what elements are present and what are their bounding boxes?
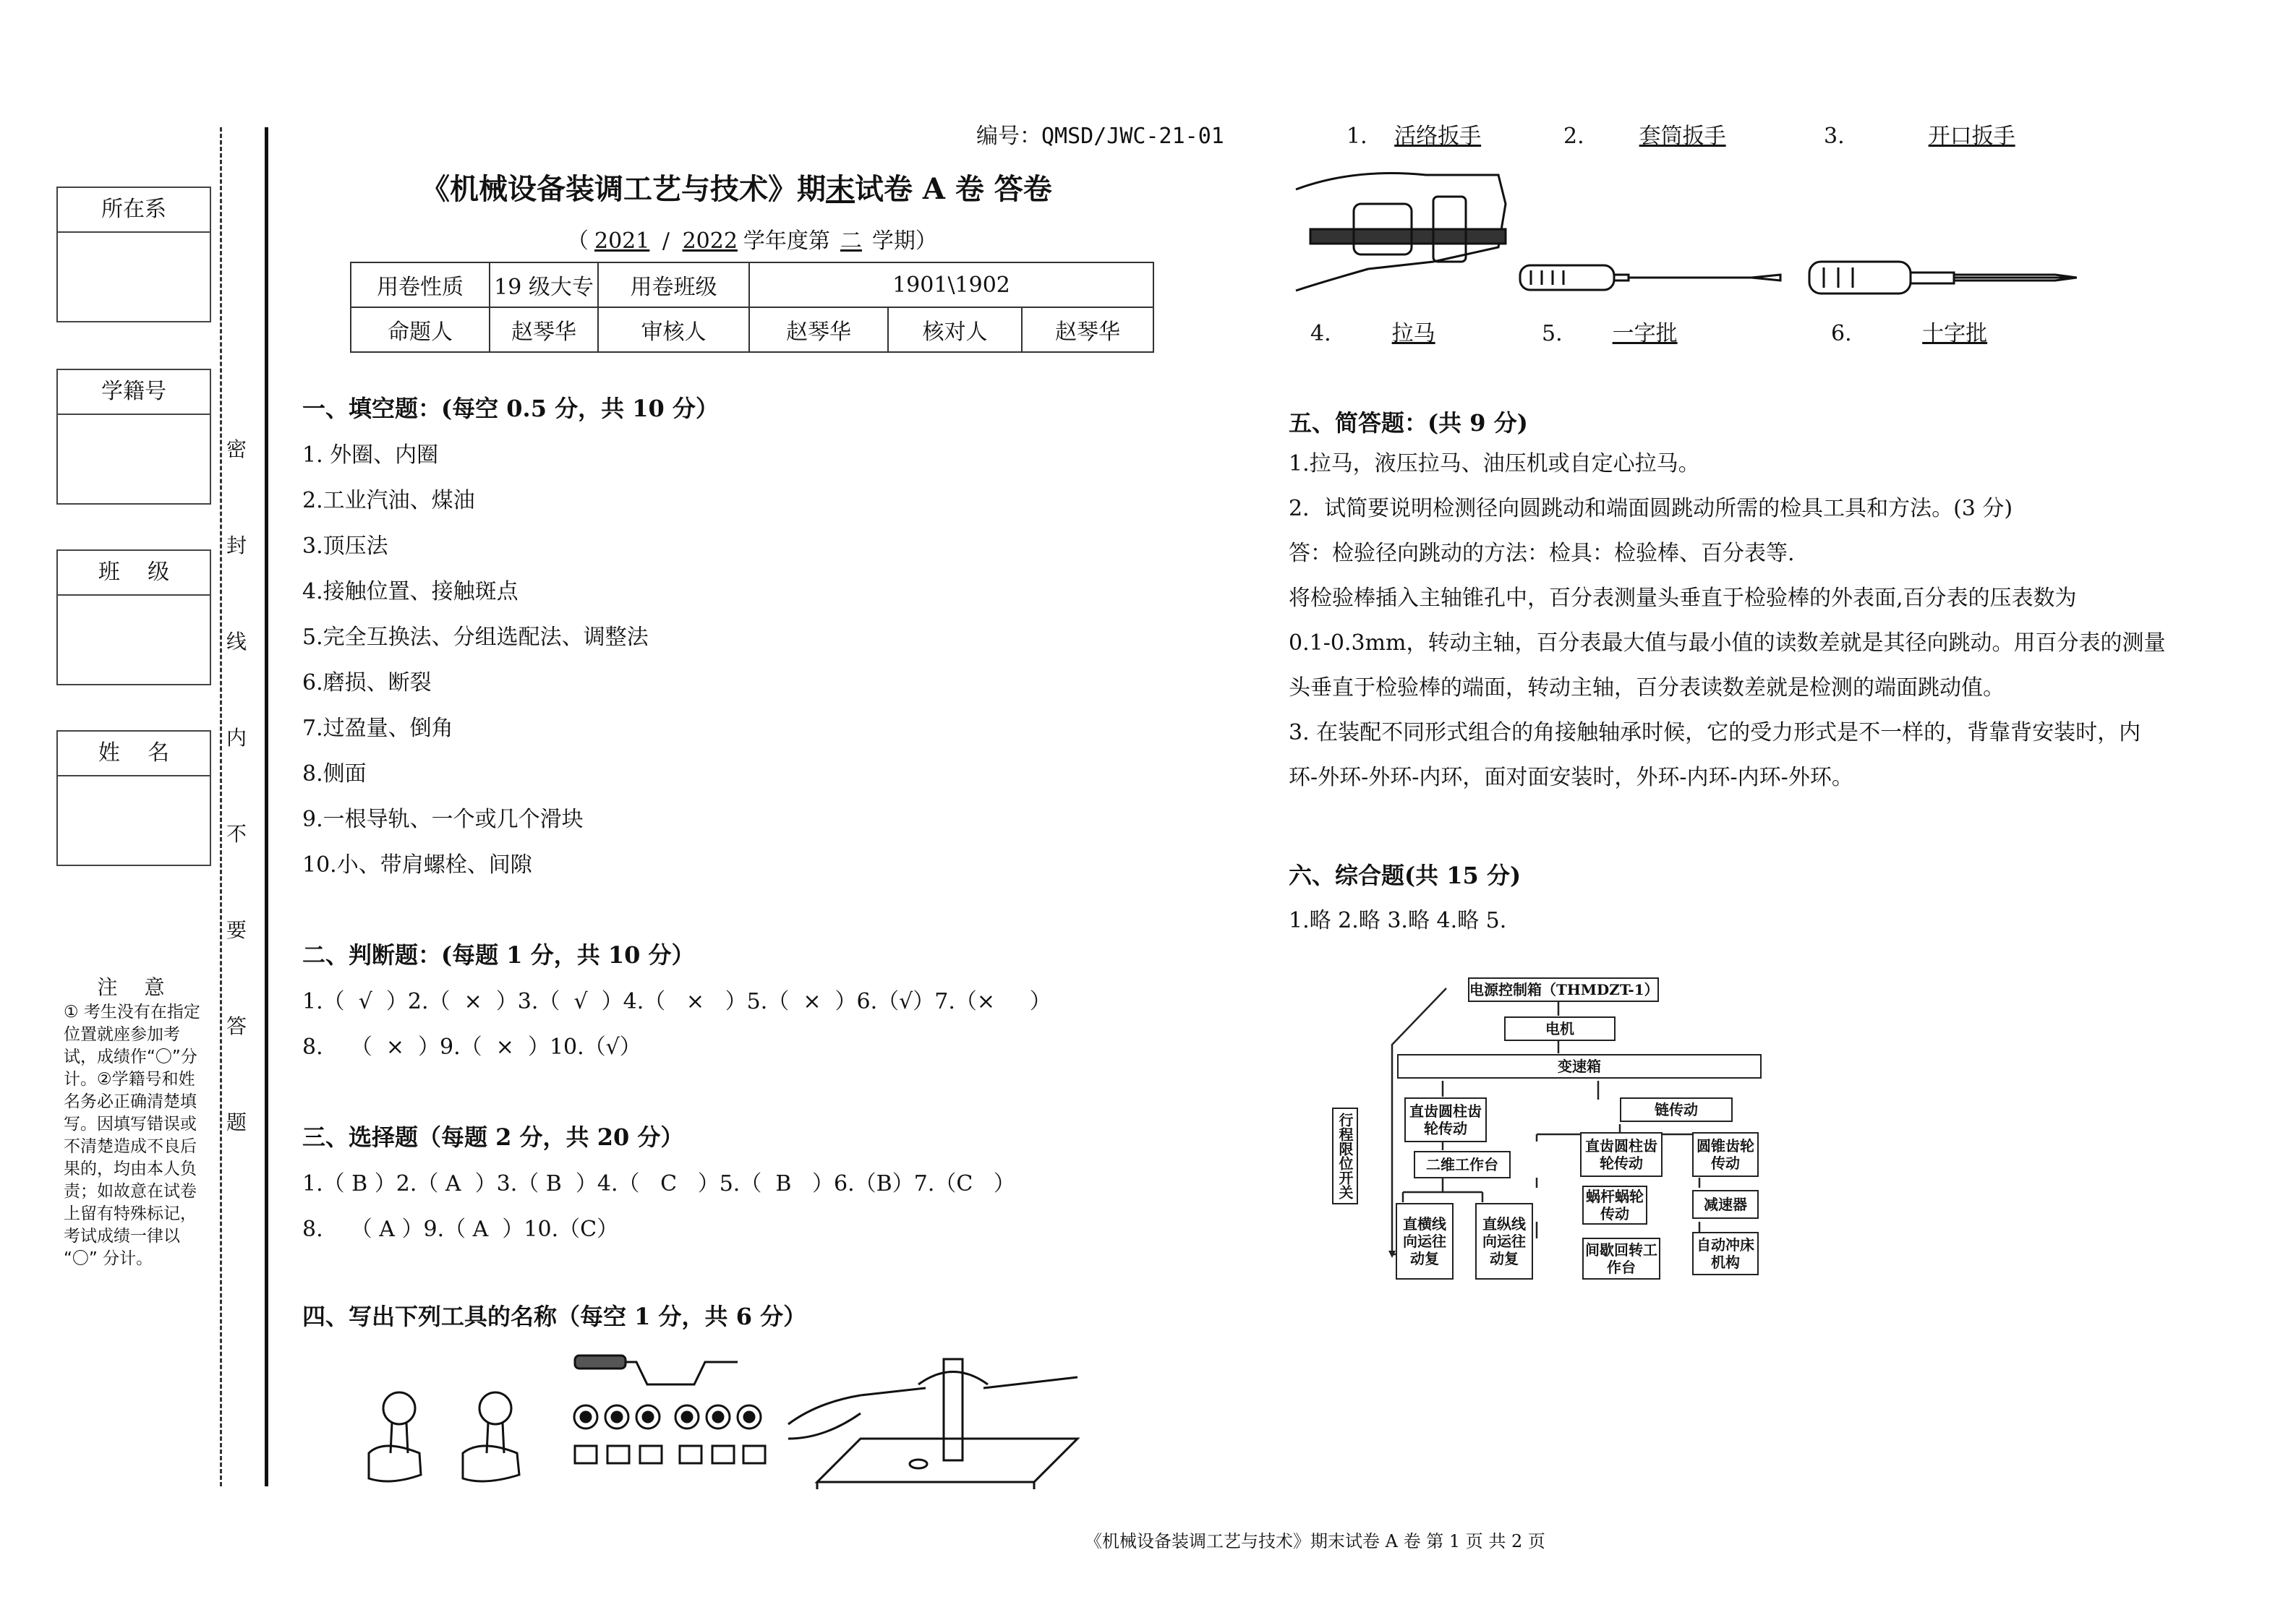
info-cell: 用卷班级 bbox=[598, 262, 749, 307]
fill-answer: 6.磨损、断裂 bbox=[302, 670, 432, 695]
tool-answer-5 bbox=[1542, 315, 1728, 347]
seal-char: 不 bbox=[226, 822, 247, 846]
short-answer-line: 3. 在装配不同形式组合的角接触轴承时候，它的受力形式是不一样的，背靠背安装时，内 bbox=[1289, 720, 2141, 745]
seal-char: 密 bbox=[226, 437, 247, 461]
fc-reducer: 减速器 bbox=[1692, 1190, 1759, 1219]
tool-answer-3 bbox=[1824, 118, 2099, 150]
student-id-box bbox=[56, 369, 211, 505]
title-term: 末 bbox=[826, 172, 855, 206]
seal-char: 封 bbox=[226, 534, 247, 557]
tool-num: 5. bbox=[1542, 321, 1563, 346]
page-footer: 《机械设备装调工艺与技术》期末试卷 A 卷 第 1 页 共 2 页 bbox=[1085, 1531, 1545, 1551]
seal-char: 答 bbox=[226, 1014, 247, 1038]
fill-answer: 4.接触位置、接触斑点 bbox=[302, 579, 518, 604]
dept-label: 所在系 bbox=[58, 188, 210, 233]
info-cell: 用卷性质 bbox=[351, 262, 490, 307]
fc-longitudinal-motion: 直纵线向运往动复 bbox=[1475, 1203, 1533, 1280]
short-answer-line: 将检验棒插入主轴锥孔中，百分表测量头垂直于检验棒的外表面,百分表的压表数为 bbox=[1289, 586, 2077, 611]
info-cell: 核对人 bbox=[888, 307, 1022, 352]
student-id-field[interactable] bbox=[58, 415, 210, 503]
tool-answer-2 bbox=[1563, 118, 1781, 150]
seal-solid-line bbox=[265, 127, 268, 1486]
info-cell: 19 级大专 bbox=[490, 262, 598, 307]
judge-answers-1: 1.（ √ ）2.（ × ）3.（ √ ）4.（ × ）5.（ × ）6.（√）7.（× ） bbox=[302, 989, 1051, 1014]
tool-num: 2. bbox=[1563, 124, 1584, 149]
short-answer-line: 答：检验径向跳动的方法：检具：检验棒、百分表等. bbox=[1289, 541, 1795, 566]
seal-char: 线 bbox=[226, 630, 247, 654]
section2-title: 二、判断题：(每题 1 分，共 10 分） bbox=[302, 941, 695, 969]
fill-answer: 5.完全互换法、分组选配法、调整法 bbox=[302, 625, 649, 650]
fill-answer: 3.顶压法 bbox=[302, 534, 388, 559]
name-field[interactable] bbox=[58, 776, 210, 865]
fill-answer: 1. 外圈、内圈 bbox=[302, 442, 439, 468]
info-table bbox=[350, 262, 1154, 353]
name-label: 姓 名 bbox=[58, 732, 210, 776]
info-cell: 赵琴华 bbox=[1022, 307, 1153, 352]
short-answer-line: 0.1-0.3mm，转动主轴，百分表最大值与最小值的读数差就是其径向跳动。用百分表的测量 bbox=[1289, 630, 2166, 656]
info-cell: 1901\1902 bbox=[749, 262, 1153, 307]
wrench-illustrations bbox=[354, 1345, 1099, 1489]
short-answer-line: 2．试简要说明检测径向圆跳动和端面圆跳动所需的检具工具和方法。(3 分) bbox=[1289, 496, 2013, 521]
dept-field[interactable] bbox=[58, 233, 210, 321]
puller-screwdriver-illustrations bbox=[1289, 160, 2077, 305]
subtitle-open: （ bbox=[567, 228, 589, 254]
tool-answer-1 bbox=[1347, 118, 1508, 150]
section6-title: 六、综合题(共 15 分) bbox=[1289, 862, 1522, 889]
section1-title: 一、填空题：(每空 0.5 分，共 10 分） bbox=[302, 395, 719, 422]
fill-answer: 8.侧面 bbox=[302, 761, 367, 787]
seal-char: 要 bbox=[226, 918, 247, 942]
info-cell: 赵琴华 bbox=[490, 307, 598, 352]
short-answer-line: 头垂直于检验棒的端面，转动主轴，百分表读数差就是检测的端面跳动值。 bbox=[1289, 675, 2005, 701]
dept-box bbox=[56, 187, 211, 322]
doc-code: 编号：QMSD/JWC-21-01 bbox=[976, 124, 1224, 149]
tool-num: 6. bbox=[1831, 321, 1852, 346]
tool-name: 套筒扳手 bbox=[1639, 124, 1726, 149]
tool-num: 4. bbox=[1310, 321, 1331, 346]
name-box bbox=[56, 730, 211, 866]
choice-answers-2: 8. （ A ）9.（ A ）10.（C） bbox=[302, 1217, 619, 1242]
fc-spur-gear-1: 直齿圆柱齿轮传动 bbox=[1404, 1097, 1487, 1142]
fc-lateral-motion: 直横线向运往动复 bbox=[1396, 1203, 1454, 1280]
fc-chain: 链传动 bbox=[1620, 1097, 1733, 1122]
tool-name: 一字批 bbox=[1612, 321, 1678, 346]
notice-text: ① 考生没有在指定位置就座参加考试，成绩作“〇”分计。②学籍号和姓名务必正确清楚填写。因填写错误或不清楚造成不良后果的，均由本人负责；如故意在试卷上留有特殊标记，考试成绩一律以 “〇” 分计。 bbox=[64, 1003, 200, 1268]
notice-title: 注 意 bbox=[97, 975, 175, 999]
fc-spur-gear-2: 直齿圆柱齿轮传动 bbox=[1580, 1132, 1663, 1177]
section3-title: 三、选择题（每题 2 分，共 20 分） bbox=[302, 1123, 684, 1151]
semester: 二 bbox=[840, 228, 862, 254]
class-label: 班 级 bbox=[58, 551, 210, 596]
fc-2d-table: 二维工作台 bbox=[1414, 1151, 1511, 1178]
tool-answer-4 bbox=[1310, 315, 1496, 347]
title-prefix: 《机械设备装调工艺与技术》期 bbox=[421, 172, 826, 206]
tool-num: 3. bbox=[1824, 124, 1845, 149]
fc-motor: 电机 bbox=[1504, 1016, 1616, 1041]
seal-char: 内 bbox=[226, 726, 247, 750]
subtitle-close: 学期） bbox=[871, 228, 937, 254]
section5-title: 五、简答题：(共 9 分) bbox=[1289, 409, 1528, 437]
year-start: 2021 bbox=[594, 228, 650, 254]
page-title bbox=[421, 166, 1052, 207]
choice-answers-1: 1.（ B ）2.（ A ）3.（ B ）4.（ C ）5.（ B ）6.（B）7.（C ） bbox=[302, 1171, 1015, 1196]
subtitle bbox=[567, 223, 937, 254]
fill-answer: 2.工业汽油、煤油 bbox=[302, 488, 475, 513]
title-suffix: 试卷 A 卷 答卷 bbox=[855, 172, 1052, 206]
short-answer-line: 1.拉马，液压拉马、油压机或自定心拉马。 bbox=[1289, 451, 1700, 476]
tool-name: 十字批 bbox=[1922, 321, 1988, 346]
notice bbox=[64, 976, 208, 1270]
fc-power: 电源控制箱（THMDZT-1） bbox=[1468, 977, 1659, 1002]
info-cell: 审核人 bbox=[598, 307, 749, 352]
tool-name: 拉马 bbox=[1391, 321, 1435, 346]
seal-char: 题 bbox=[226, 1110, 247, 1134]
class-box bbox=[56, 549, 211, 685]
seal-dashed-line bbox=[220, 127, 222, 1486]
subtitle-mid: 学年度第 bbox=[743, 228, 830, 254]
tool-name: 开口扳手 bbox=[1928, 124, 2015, 149]
fill-answer: 7.过盈量、倒角 bbox=[302, 716, 453, 741]
comprehensive-answers: 1.略 2.略 3.略 4.略 5. bbox=[1289, 908, 1507, 933]
fc-worm-gear: 蜗杆蜗轮传动 bbox=[1582, 1186, 1647, 1225]
fc-auto-punch: 自动冲床机构 bbox=[1692, 1232, 1759, 1275]
info-cell: 赵琴华 bbox=[749, 307, 888, 352]
fc-gearbox: 变速箱 bbox=[1397, 1054, 1762, 1079]
short-answer-line: 环-外环-外环-内环，面对面安装时，外环-内环-内环-外环。 bbox=[1289, 765, 1853, 790]
fill-answer: 10.小、带肩螺栓、间隙 bbox=[302, 852, 532, 878]
fc-bevel-gear: 圆锥齿轮传动 bbox=[1692, 1132, 1759, 1177]
tool-name: 活络扳手 bbox=[1394, 124, 1482, 149]
tool-answer-6 bbox=[1831, 315, 2058, 347]
student-id-label: 学籍号 bbox=[58, 370, 210, 415]
section4-title: 四、写出下列工具的名称（每空 1 分，共 6 分） bbox=[302, 1303, 807, 1330]
year-end: 2022 bbox=[682, 228, 738, 254]
year-sep: / bbox=[662, 228, 670, 254]
info-cell: 命题人 bbox=[351, 307, 490, 352]
class-field[interactable] bbox=[58, 596, 210, 684]
judge-answers-2: 8. （ × ）9.（ × ）10.（√） bbox=[302, 1035, 641, 1060]
fc-limit-switch: 行程限位开关 bbox=[1332, 1108, 1358, 1204]
fill-answer: 9.一根导轨、一个或几个滑块 bbox=[302, 807, 584, 832]
tool-num: 1. bbox=[1347, 124, 1367, 149]
fc-indexing-table: 间歇回转工作台 bbox=[1582, 1238, 1660, 1280]
